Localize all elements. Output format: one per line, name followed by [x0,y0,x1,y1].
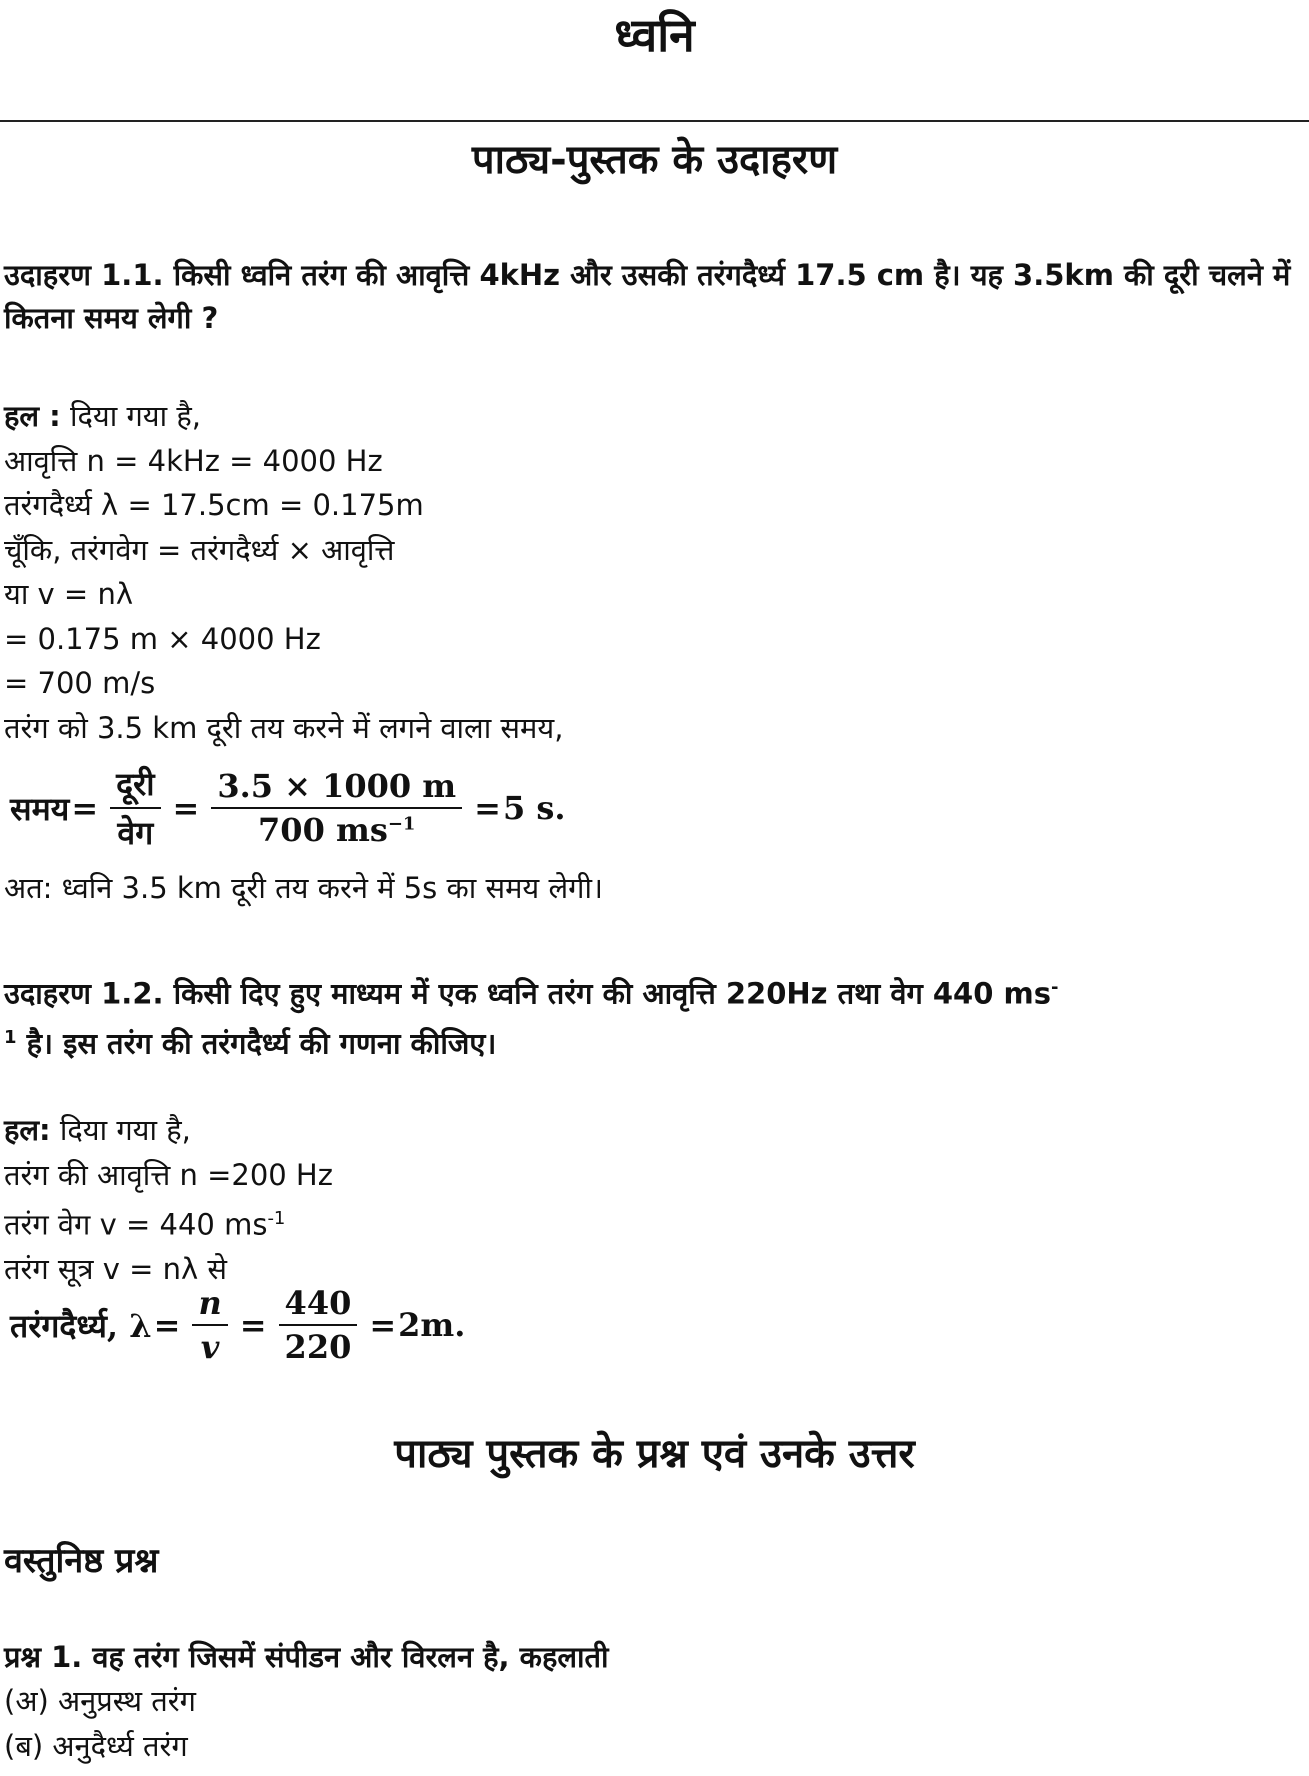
solution-line: तरंग सूत्र v = nλ से [4,1252,228,1287]
solution-line: तरंगदैर्ध्य λ = 17.5cm = 0.175m [4,488,424,522]
wavelength-formula [10,1284,465,1366]
solution-label: हल : [4,399,61,433]
fraction-denominator: v [200,1328,220,1366]
objective-questions-heading: वस्तुनिष्ठ प्रश्न [4,1541,159,1581]
section-heading-questions: पाठ्य पुस्तक के प्रश्न एवं उनके उत्तर [394,1431,915,1477]
solution-label: हल: [4,1113,51,1147]
solution-line: आवृत्ति n = 4kHz = 4000 Hz [4,443,383,478]
exponent: -1 [267,1208,286,1229]
fraction-distance-over-speed [110,762,160,854]
solution-line: तरंग की आवृत्ति n =200 Hz [4,1157,333,1192]
question-text: है। इस तरंग की तरंगदैर्ध्य की गणना कीजिए। [16,1026,497,1061]
equals-sign: = [239,1306,267,1344]
option-b: (ब) अनुदैर्ध्य तरंग [4,1728,188,1763]
section-heading-examples: पाठ्य-पुस्तक के उदाहरण [471,137,838,183]
fraction-denominator [252,809,421,849]
fraction-values [279,1284,358,1366]
example-1-2-question [4,966,1304,1065]
time-formula [10,762,566,854]
title-divider [0,120,1309,122]
solution-line: = 700 m/s [4,666,156,700]
exponent: −1 [387,813,416,835]
fraction-numerator: दूरी [110,762,160,809]
solution-line: चूँकि, तरंगवेग = तरंगदैर्ध्य × आवृत्ति [4,532,395,567]
solution-line [4,1197,1304,1247]
line-text: तरंग वेग v = 440 ms [4,1207,268,1242]
solution-line: तरंग को 3.5 km दूरी तय करने में लगने वाला समय, [4,710,564,745]
formula-result: 5 s. [502,789,566,827]
fraction-denominator: वेग [117,814,154,852]
page-title: ध्वनि [614,8,695,62]
example-1-1-conclusion: अत: ध्वनि 3.5 km दूरी तय करने में 5s का समय लेगी। [4,871,603,905]
fraction-n-over-v [192,1284,227,1366]
fraction-denominator: 220 [284,1328,352,1366]
equals-sign: = [474,789,501,827]
solution-intro [4,1108,1304,1153]
objective-question-1 [4,1636,1304,1768]
equals-sign: = [172,789,200,827]
solution-line: = 0.175 m × 4000 Hz [4,621,321,656]
question-text: उदाहरण 1.2. किसी दिए हुए माध्यम में एक ध्वनि तरंग की आवृत्ति 220Hz तथा वेग 440 ms [4,976,1051,1011]
solution-text: दिया गया है, [60,399,201,433]
denominator-text: 700 ms [258,811,388,849]
fraction-values [211,767,462,849]
question-text: प्रश्न 1. वह तरंग जिसमें संपीडन और विरलन है, कहलाती [4,1640,609,1674]
example-1-1-solution [4,394,1304,750]
formula-lhs: तरंगदैर्ध्य, λ [10,1306,152,1345]
equals-sign: = [369,1306,397,1344]
fraction-numerator: n [192,1284,227,1326]
solution-line: या v = nλ [4,577,133,611]
fraction-numerator: 3.5 × 1000 m [211,767,462,809]
fraction-numerator: 440 [279,1284,358,1326]
exponent: 1 [4,1026,17,1048]
equals-sign: = [153,1306,181,1344]
solution-text: दिया गया है, [50,1113,191,1147]
exponent: - [1050,977,1059,998]
formula-lhs: समय [10,789,70,828]
example-1-1-question: उदाहरण 1.1. किसी ध्वनि तरंग की आवृत्ति 4kHz और उसकी तरंगदैर्ध्य 17.5 cm है। यह 3.5km की दूरी चलने में कितना समय लेगी ? [4,258,1291,335]
solution-intro [4,394,1304,439]
formula-result: 2m. [398,1306,466,1344]
example-1-2-solution [4,1108,1304,1292]
equals-sign: = [71,789,99,827]
option-a: (अ) अनुप्रस्थ तरंग [4,1684,196,1718]
